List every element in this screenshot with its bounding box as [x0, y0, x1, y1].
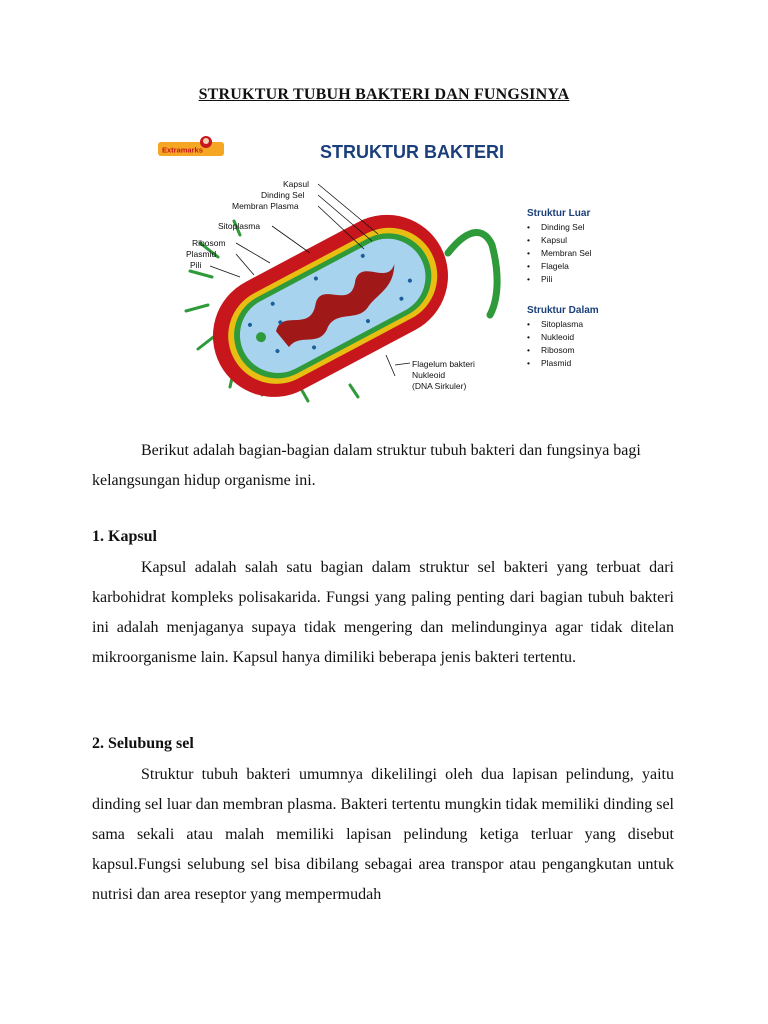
figure-heading: STRUKTUR BAKTERI [320, 142, 504, 162]
label-kapsul: Kapsul [283, 179, 309, 189]
label-dna: (DNA Sirkuler) [412, 381, 467, 391]
section-heading-kapsul: 1. Kapsul [92, 528, 157, 545]
svg-text:•: • [527, 222, 530, 232]
bacteria-structure-figure [150, 125, 620, 410]
legend-outer-item: Kapsul [541, 235, 567, 245]
label-membran-plasma: Membran Plasma [232, 201, 299, 211]
label-nukleoid: Nukleoid [412, 370, 446, 380]
svg-text:•: • [527, 261, 530, 271]
svg-text:•: • [527, 319, 530, 329]
legend-inner-item: Nukleoid [541, 332, 575, 342]
svg-text:•: • [527, 358, 530, 368]
flagellum [448, 232, 497, 315]
legend-inner-title: Struktur Dalam [527, 305, 599, 316]
label-sitoplasma: Sitoplasma [218, 221, 261, 231]
logo-text: Extramarks [162, 145, 203, 155]
document-title: STRUKTUR TUBUH BAKTERI DAN FUNGSINYA [198, 86, 570, 103]
svg-text:•: • [527, 248, 530, 258]
label-dinding-sel: Dinding Sel [261, 190, 305, 200]
section-heading-selubung-sel: 2. Selubung sel [92, 735, 194, 752]
legend-outer-title: Struktur Luar [527, 208, 591, 219]
bacteria-diagram [150, 125, 620, 410]
legend-inner-item: Plasmid [541, 358, 572, 368]
svg-text:•: • [527, 345, 530, 355]
label-pili: Pili [190, 260, 202, 270]
intro-paragraph: Berikut adalah bagian-bagian dalam struktur tubuh bakteri dan fungsinya bagi kelangsungan hidup organisme ini. [92, 442, 641, 489]
label-flagelum: Flagelum bakteri [412, 359, 475, 369]
legend-inner-item: Ribosom [541, 345, 575, 355]
legend-outer-item: Membran Sel [541, 248, 592, 258]
extramarks-logo [158, 136, 224, 156]
svg-text:•: • [527, 332, 530, 342]
label-plasmid: Plasmid [186, 249, 217, 259]
legend [527, 208, 599, 368]
svg-text:•: • [527, 274, 530, 284]
svg-text:•: • [527, 235, 530, 245]
section-body-kapsul: Kapsul adalah salah satu bagian dalam struktur sel bakteri yang terbuat dari karbohidrat kompleks polisakarida. Fungsi yang paling penting dari bagian tubuh bakteri ini adalah menjaganya supaya tidak mengering dan melindunginya agar tidak ditelan mikroorganisme lain. Kapsul hanya dimiliki beberapa jenis bakteri tertentu. [92, 559, 674, 666]
legend-outer-item: Dinding Sel [541, 222, 585, 232]
legend-inner-item: Sitoplasma [541, 319, 584, 329]
legend-outer-item: Pili [541, 274, 553, 284]
section-body-selubung-sel: Struktur tubuh bakteri umumnya dikelilingi oleh dua lapisan pelindung, yaitu dinding sel luar dan membran plasma. Bakteri tertentu mungkin tidak memiliki dinding sel sama sekali atau malah memiliki lapisan pelindung ketiga terluar yang disebut kapsul.Fungsi selubung sel bisa dibilang sebagai area transpor atau pengangkutan untuk nutrisi dan area reseptor yang mempermudah [92, 766, 674, 903]
legend-outer-item: Flagela [541, 261, 569, 271]
label-ribosom: Ribosom [192, 238, 226, 248]
